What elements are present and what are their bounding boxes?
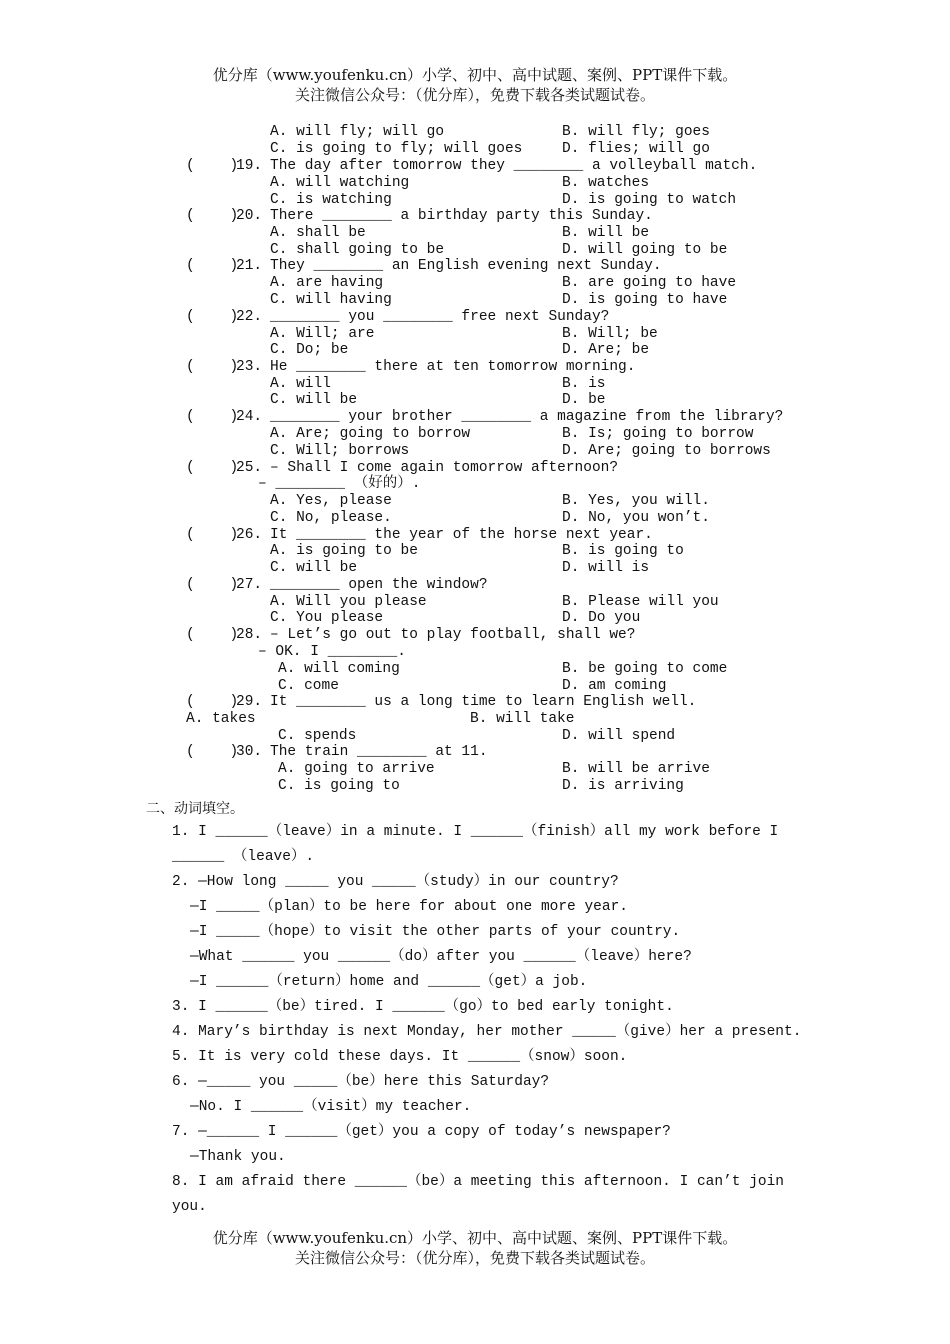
question-number: 21. [236,258,263,274]
option-d: D. will spend [562,728,676,744]
fill-line: 4. Mary’s birthday is next Monday, her mother _____（give）her a present. [172,1024,802,1040]
question-number: 25. [236,460,263,476]
option-d: D. flies; will go [562,141,710,157]
question-stem: The day after tomorrow they ________ a volleyball match. [270,158,758,174]
fill-line: 2. —How long _____ you _____（study）in our country? [172,874,619,890]
option-a: A. will coming [278,661,400,677]
fill-line: 6. —_____ you _____（be）here this Saturday? [172,1074,550,1090]
question-stem: ________ you ________ free next Sunday? [270,309,610,325]
answer-paren: ( ) [186,694,239,710]
section-title: 二、动词填空。 [146,801,244,817]
question-stem: He ________ there at ten tomorrow morning. [270,359,636,375]
question-number: 23. [236,359,263,375]
option-d: D. Are; going to borrows [562,443,771,459]
fill-line: 5. It is very cold these days. It ______（snow）soon. [172,1049,628,1065]
option-b: B. is [562,376,606,392]
fill-line: ______ （leave）. [172,849,315,865]
option-c: C. Do; be [270,342,349,358]
option-d: D. am coming [562,678,667,694]
option-d: D. be [562,392,606,408]
question-number: 26. [236,527,263,543]
question-stem: ________ open the window? [270,577,488,593]
question-stem: – Shall I come again tomorrow afternoon? [270,460,619,476]
fill-line: —Thank you. [190,1149,286,1165]
option-c: C. Will; borrows [270,443,410,459]
question-stem-reply: – ________ （好的）. [258,476,421,492]
answer-paren: ( ) [186,409,239,425]
question-number: 27. [236,577,263,593]
option-c: C. is going to [278,778,400,794]
question-number: 24. [236,409,263,425]
option-c: C. will be [270,392,358,408]
option-c: C. is watching [270,192,392,208]
question-stem: ________ your brother ________ a magazine from the library? [270,409,784,425]
question-stem: – Let’s go out to play football, shall we? [270,627,636,643]
option-b: B. be going to come [562,661,728,677]
option-b: B. will be [562,225,650,241]
fill-line: you. [172,1199,207,1215]
option-c: C. You please [270,610,384,626]
option-b: B. Is; going to borrow [562,426,754,442]
option-c: C. spends [278,728,357,744]
fill-line: 3. I ______（be）tired. I ______（go）to bed early tonight. [172,999,674,1015]
option-d: D. is going to have [562,292,728,308]
question-number: 20. [236,208,263,224]
option-a: A. are having [270,275,384,291]
question-stem-reply: – OK. I ________. [258,644,406,660]
option-b: B. is going to [562,543,684,559]
fill-line: —No. I ______（visit）my teacher. [190,1099,472,1115]
fill-line: —What ______ you ______（do）after you ______（leave）here? [190,949,692,965]
option-b: B. Yes, you will. [562,493,710,509]
fill-line: —I _____（hope）to visit the other parts of your country. [190,924,681,940]
option-d: D. Do you [562,610,641,626]
header-line-2: 关注微信公众号：（优分库），免费下载各类试题试卷。 [294,86,655,104]
option-d: D. is going to watch [562,192,737,208]
option-c: C. will having [270,292,392,308]
question-number: 22. [236,309,263,325]
question-stem: The train ________ at 11. [270,744,488,760]
option-a: A. going to arrive [278,761,435,777]
fill-line: 7. —______ I ______（get）you a copy of today’s newspaper? [172,1124,671,1140]
option-a: A. takes [186,711,256,727]
answer-paren: ( ) [186,577,239,593]
option-b: B. Please will you [562,594,719,610]
option-a: A. will watching [270,175,410,191]
answer-paren: ( ) [186,359,239,375]
option-c: C. come [278,678,339,694]
footer-line-1: 优分库（www.youfenku.cn）小学、初中、高中试题、案例、PPT课件下载。 [212,1229,738,1247]
option-a: A. is going to be [270,543,418,559]
option-b: B. watches [562,175,650,191]
fill-line: 1. I ______（leave）in a minute. I ______（finish）all my work before I [172,824,779,840]
answer-paren: ( ) [186,309,239,325]
fill-line: —I ______（return）home and ______（get）a job. [190,974,588,990]
option-a: A. Will; are [270,326,375,342]
option-b: B. will take [470,711,575,727]
option-c: C. will be [270,560,358,576]
question-number: 19. [236,158,263,174]
option-d: D. No, you won’t. [562,510,710,526]
option-d: D. Are; be [562,342,650,358]
option-c: C. shall going to be [270,242,445,258]
option-c: C. No, please. [270,510,392,526]
option-a: A. Yes, please [270,493,392,509]
option-d: D. is arriving [562,778,684,794]
answer-paren: ( ) [186,158,239,174]
fill-line: —I _____（plan）to be here for about one more year. [190,899,628,915]
option-d: D. will going to be [562,242,728,258]
option-b: B. Will; be [562,326,658,342]
option-a: A. Are; going to borrow [270,426,471,442]
fill-line: 8. I am afraid there ______（be）a meeting this afternoon. I can’t join [172,1174,784,1190]
option-a: A. will [270,376,331,392]
answer-paren: ( ) [186,627,239,643]
answer-paren: ( ) [186,258,239,274]
question-stem: It ________ the year of the horse next year. [270,527,653,543]
question-number: 30. [236,744,263,760]
option-b: B. will fly; goes [562,124,710,140]
question-number: 28. [236,627,263,643]
option-a: A. Will you please [270,594,427,610]
answer-paren: ( ) [186,527,239,543]
option-a: A. shall be [270,225,366,241]
answer-paren: ( ) [186,208,239,224]
question-stem: They ________ an English evening next Sunday. [270,258,662,274]
header-line-1: 优分库（www.youfenku.cn）小学、初中、高中试题、案例、PPT课件下载。 [212,66,738,84]
option-c: C. is going to fly; will goes [270,141,523,157]
question-stem: It ________ us a long time to learn English well. [270,694,697,710]
option-b: B. will be arrive [562,761,710,777]
question-number: 29. [236,694,263,710]
question-stem: There ________ a birthday party this Sunday. [270,208,653,224]
answer-paren: ( ) [186,744,239,760]
option-b: B. are going to have [562,275,737,291]
answer-paren: ( ) [186,460,239,476]
footer-line-2: 关注微信公众号：（优分库），免费下载各类试题试卷。 [294,1249,655,1267]
option-a: A. will fly; will go [270,124,445,140]
option-d: D. will is [562,560,650,576]
